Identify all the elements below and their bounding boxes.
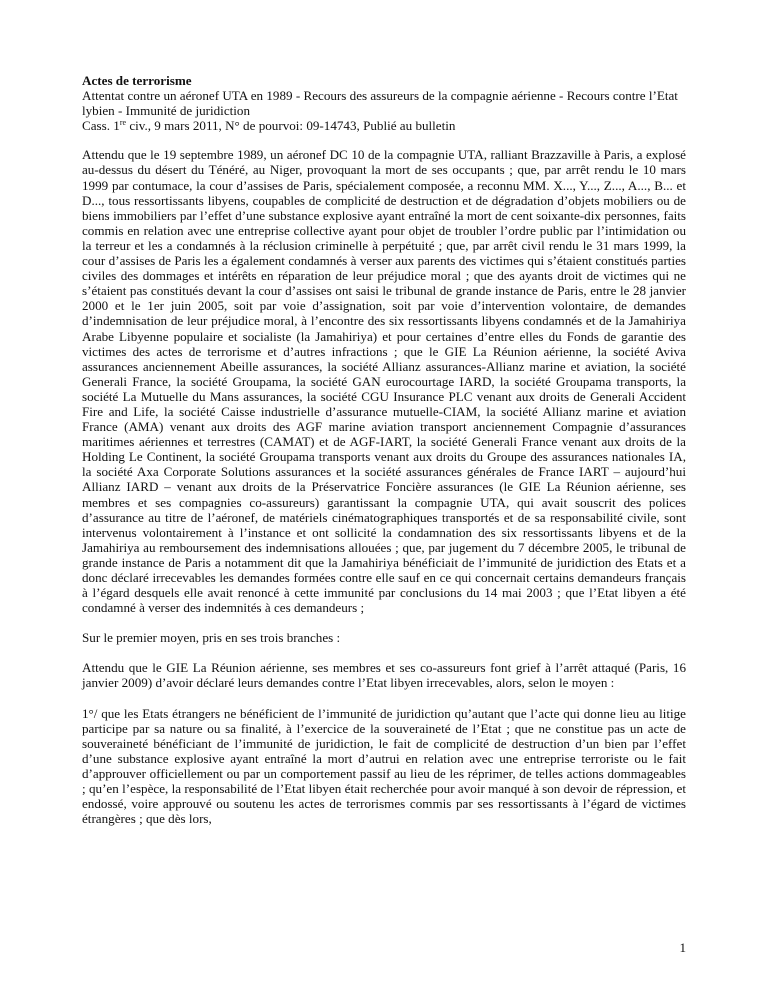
paragraph-grievance: Attendu que le GIE La Réunion aérienne, ses membres et ses co-assureurs font grief à l’arrêt attaqué (Paris, 16 janvier 2009) d’avoir déclaré leurs demandes contre l’Etat libyen irrecevables, alors, selon le moyen : <box>82 660 686 691</box>
document-header <box>82 73 686 133</box>
document-citation <box>82 118 686 133</box>
citation-suffix: civ., 9 mars 2011, N° de pourvoi: 09-14743, Publié au bulletin <box>126 118 456 134</box>
citation-superscript: re <box>119 118 127 128</box>
document-title: Actes de terrorisme <box>82 73 192 88</box>
page-number: 1 <box>679 940 686 955</box>
document-body <box>82 73 686 826</box>
citation-prefix: Cass. 1 <box>82 118 120 134</box>
paragraph-facts: Attendu que le 19 septembre 1989, un aéronef DC 10 de la compagnie UTA, ralliant Brazzaville à Paris, a explosé au-dessus du désert du Ténéré, au Niger, provoquant la mort de ses occupants ; que, par arrêt rendu le 10 mars 1999 par contumace, la cour d’assises de Paris, spécialement composée, a reconnu MM. X..., Y..., Z..., A..., B... et D..., tous ressortissants libyens, coupables de complicité de destruction et de dégradation d’objets mobiliers ou de biens immobiliers par l’effet d’une substance explosive ayant entraîné la mort de cent soixante-dix personnes, faits commis en relation avec une entreprise collective ayant pour objet de troubler l’ordre public par l’intimidation ou la terreur et les a condamnés à la réclusion criminelle à perpétuité ; que, par arrêt civil rendu le 31 mars 1999, la cour d’assises de Paris les a également condamnés à verser aux parents des victimes qui s’étaient constitués parties civiles des dommages et intérêts en réparation de leur préjudice moral ; que des ayants droit de victimes qui ne s’étaient pas constitués devant la cour d’assises ont saisi le tribunal de grande instance de Paris, entre le 28 janvier 2000 et le 1er juin 2005, soit par voie d’assignation, soit par voie d’intervention volontaire, de demandes d’indemnisation de leur préjudice moral, à l’encontre des six ressortissants libyens condamnés et de la Jamahiriya Arabe Libyenne populaire et socialiste (la Jamahiriya) et pour certaines d’entre elles du Fonds de garantie des victimes des actes de terrorisme et d’autres infractions ; que le GIE La Réunion aérienne, la société Aviva assurances anciennement Abeille assurances, la société Allianz assurances-Allianz marine et aviation, la société Generali France, la société Groupama, la société GAN eurocourtage IARD, la société Groupama transports, la société La Mutuelle du Mans assurances, la société CGU Insurance PLC venant aux droits de Generali Accident Fire and Life, la société Caisse industrielle d’assurance mutuelle-CIAM, la société Allianz marine et aviation France (AMA) venant aux droits des AGF marine aviation transport anciennement Compagnie d’assurances maritimes aériennes et terrestres (CAMAT) et de AGF-IART, la société Generali France venant aux droits de la Holding Le Continent, la société Groupama transports venant aux droits du Groupe des assurances nationales IA, la société Axa Corporate Solutions assurances et la société assurances générales de France IART – aujourd’hui Allianz IARD – venant aux droits de la Préservatrice Foncière assurances (le GIE La Réunion aérienne, ses membres et ses compagnies co-assureurs) garantissant la compagnie UTA, qui avait souscrit des polices d’assurance au titre de l’aéronef, de matériels cinématographiques transportés et de sa responsabilité civile, sont intervenus volontairement à l’instance et ont sollicité la condamnation des six ressortissants libyens et de la Jamahiriya au remboursement des indemnisations allouées ; que, par jugement du 7 décembre 2005, le tribunal de grande instance de Paris a notamment dit que la Jamahiriya bénéficiait de l’immunité de juridiction des Etats et a donc déclaré irrecevables les demandes formées contre elle sauf en ce qui concernait certains demandeurs français à l’égard desquels elle avait renoncé à cette immunité par conclusions du 14 mai 2003 ; que l’Etat libyen a été condamné à verser des indemnités à ces demandeurs ; <box>82 147 686 616</box>
paragraph-branch-one: 1°/ que les Etats étrangers ne bénéficient de l’immunité de juridiction qu’autant que l’acte qui donne lieu au litige participe par sa nature ou sa finalité, à l’exercice de la souveraineté de l’Etat ; que ne constitue pas un acte de souveraineté bénéficiant de l’immunité de juridiction, le fait de complicité de destruction d’un bien par l’effet d’une substance explosive ayant entraîné la mort d’autrui en relation avec une entreprise terroriste ou le fait d’approuver officiellement ou par un comportement passif au lieu de les réprimer, de telles actions dommageables ; qu’en l’espèce, la responsabilité de l’Etat libyen était recherchée pour avoir manqué à son devoir de répression, et endossé, voire approuvé ou soutenu les actes de terrorismes commis par ses ressortissants à l’égard de victimes étrangères ; que dès lors, <box>82 705 686 827</box>
paragraph-first-ground: Sur le premier moyen, pris en ses trois branches : <box>82 630 341 646</box>
document-subtitle: Attentat contre un aéronef UTA en 1989 - Recours des assureurs de la compagnie aérienne - Recours contre l’Etat lybien - Immunité de juridiction <box>82 88 678 119</box>
